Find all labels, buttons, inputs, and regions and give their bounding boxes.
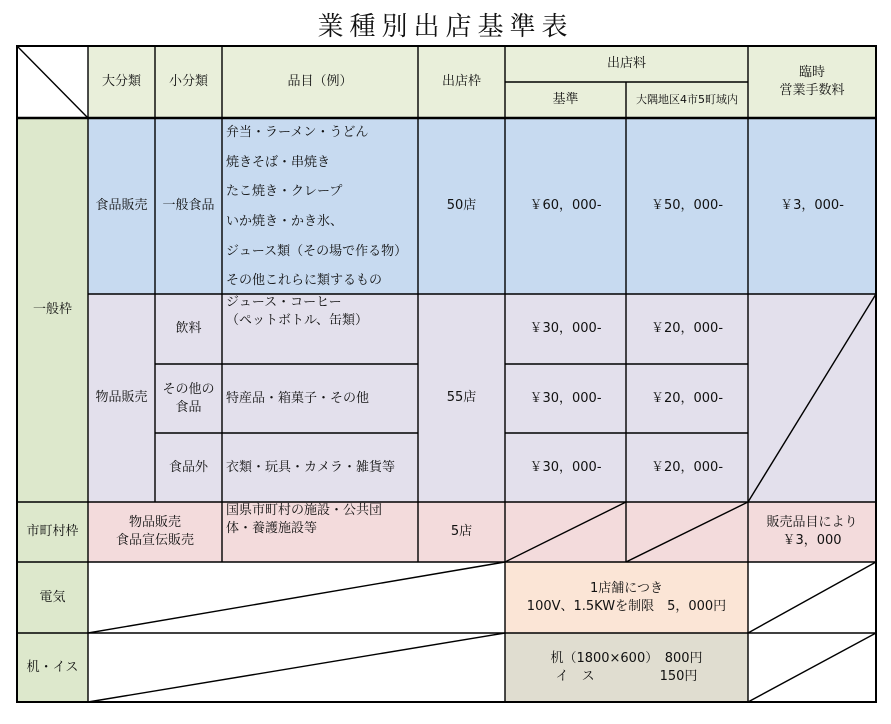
- nonfood-fee-local: ￥20，000-: [626, 433, 748, 502]
- goods-temp-fee-empty: [748, 294, 876, 502]
- food-fee-local: ￥50，000-: [626, 118, 748, 294]
- header-temp-fee: [748, 46, 876, 118]
- nonfood-minor: 食品外: [155, 433, 222, 502]
- food-major: 食品販売: [88, 118, 155, 294]
- other-food-minor-line1: その他の: [162, 381, 215, 397]
- other-food-fee-standard: ￥30，000-: [505, 364, 626, 433]
- food-temp-fee: ￥3，000-: [748, 118, 876, 294]
- header-fee-local: 大隅地区4市5町域内: [626, 82, 748, 118]
- food-minor: 一般食品: [155, 118, 222, 294]
- header-temp-fee-line1: 臨時: [798, 65, 825, 81]
- header-fee-standard: 基準: [505, 82, 626, 118]
- furniture-note-line2: イ ス 150円: [555, 668, 698, 684]
- header-minor: 小分類: [155, 46, 222, 118]
- goods-major: 物品販売: [88, 294, 155, 502]
- electricity-note: [505, 562, 748, 633]
- electricity-note-line2: 100V、1.5KWを制限 5，000円: [526, 598, 727, 614]
- nonfood-items: 衣類・玩具・カメラ・雑貨等: [222, 433, 418, 502]
- electricity-empty: [88, 562, 505, 633]
- drink-minor: 飲料: [155, 294, 222, 364]
- furniture-empty: [88, 633, 505, 702]
- drink-items-line2: （ペットボトル、缶類）: [226, 312, 368, 328]
- food-item: たこ焼き・クレープ: [226, 184, 343, 200]
- electricity-note-line1: 1店舗につき: [589, 580, 663, 596]
- municipal-items: [222, 502, 418, 562]
- header-corner: [17, 46, 88, 118]
- municipal-slots: 5店: [418, 502, 505, 562]
- food-items: [222, 118, 418, 294]
- drink-fee-local: ￥20，000-: [626, 294, 748, 364]
- municipal-major-line2: 食品宣伝販売: [115, 533, 194, 548]
- municipal-items-line1: 国県市町村の施設・公共団: [226, 503, 383, 518]
- other-food-minor: [155, 364, 222, 433]
- furniture-note-line1: 机（1800×600） 800円: [550, 650, 703, 666]
- header-major: 大分類: [88, 46, 155, 118]
- municipal-label: 市町村枠: [17, 502, 88, 562]
- header-temp-fee-line2: 営業手数料: [779, 83, 845, 98]
- drink-fee-standard: ￥30，000-: [505, 294, 626, 364]
- municipal-fee-local-empty: [626, 502, 748, 562]
- municipal-major: [88, 502, 222, 562]
- food-item: 焼きそば・串焼き: [226, 154, 331, 170]
- other-food-fee-local: ￥20，000-: [626, 364, 748, 433]
- drink-items-line1: ジュース・コーヒー: [226, 295, 342, 310]
- food-item: 弁当・ラーメン・うどん: [226, 125, 369, 140]
- food-item: ジュース類（その場で作る物）: [226, 243, 408, 259]
- furniture-temp-empty: [748, 633, 876, 702]
- municipal-temp-fee-line1: 販売品目により: [766, 515, 858, 531]
- header-slots: 出店枠: [418, 46, 505, 118]
- other-food-minor-line2: 食品: [175, 399, 202, 415]
- header-items: 品目（例）: [222, 46, 418, 118]
- food-item: いか焼き・かき氷、: [226, 214, 344, 230]
- electricity-temp-empty: [748, 562, 876, 633]
- nonfood-fee-standard: ￥30，000-: [505, 433, 626, 502]
- food-fee-standard: ￥60，000-: [505, 118, 626, 294]
- food-item: その他これらに類するもの: [226, 273, 383, 289]
- page-title: 業種別出店基準表: [317, 12, 574, 42]
- municipal-temp-fee: [748, 502, 876, 562]
- municipal-items-line2: 体・養護施設等: [226, 520, 318, 536]
- furniture-label: 机・イス: [17, 633, 88, 702]
- municipal-fee-standard-empty: [505, 502, 626, 562]
- electricity-label: 電気: [17, 562, 88, 633]
- drink-items: [222, 294, 418, 364]
- municipal-major-line1: 物品販売: [128, 515, 181, 531]
- general-label: 一般枠: [17, 118, 88, 502]
- other-food-items: 特産品・箱菓子・その他: [222, 364, 418, 433]
- municipal-temp-fee-line2: ￥3，000: [782, 533, 842, 548]
- goods-slots: 55店: [418, 294, 505, 502]
- furniture-note: [505, 633, 748, 702]
- food-slots: 50店: [418, 118, 505, 294]
- header-fee: 出店料: [505, 46, 748, 82]
